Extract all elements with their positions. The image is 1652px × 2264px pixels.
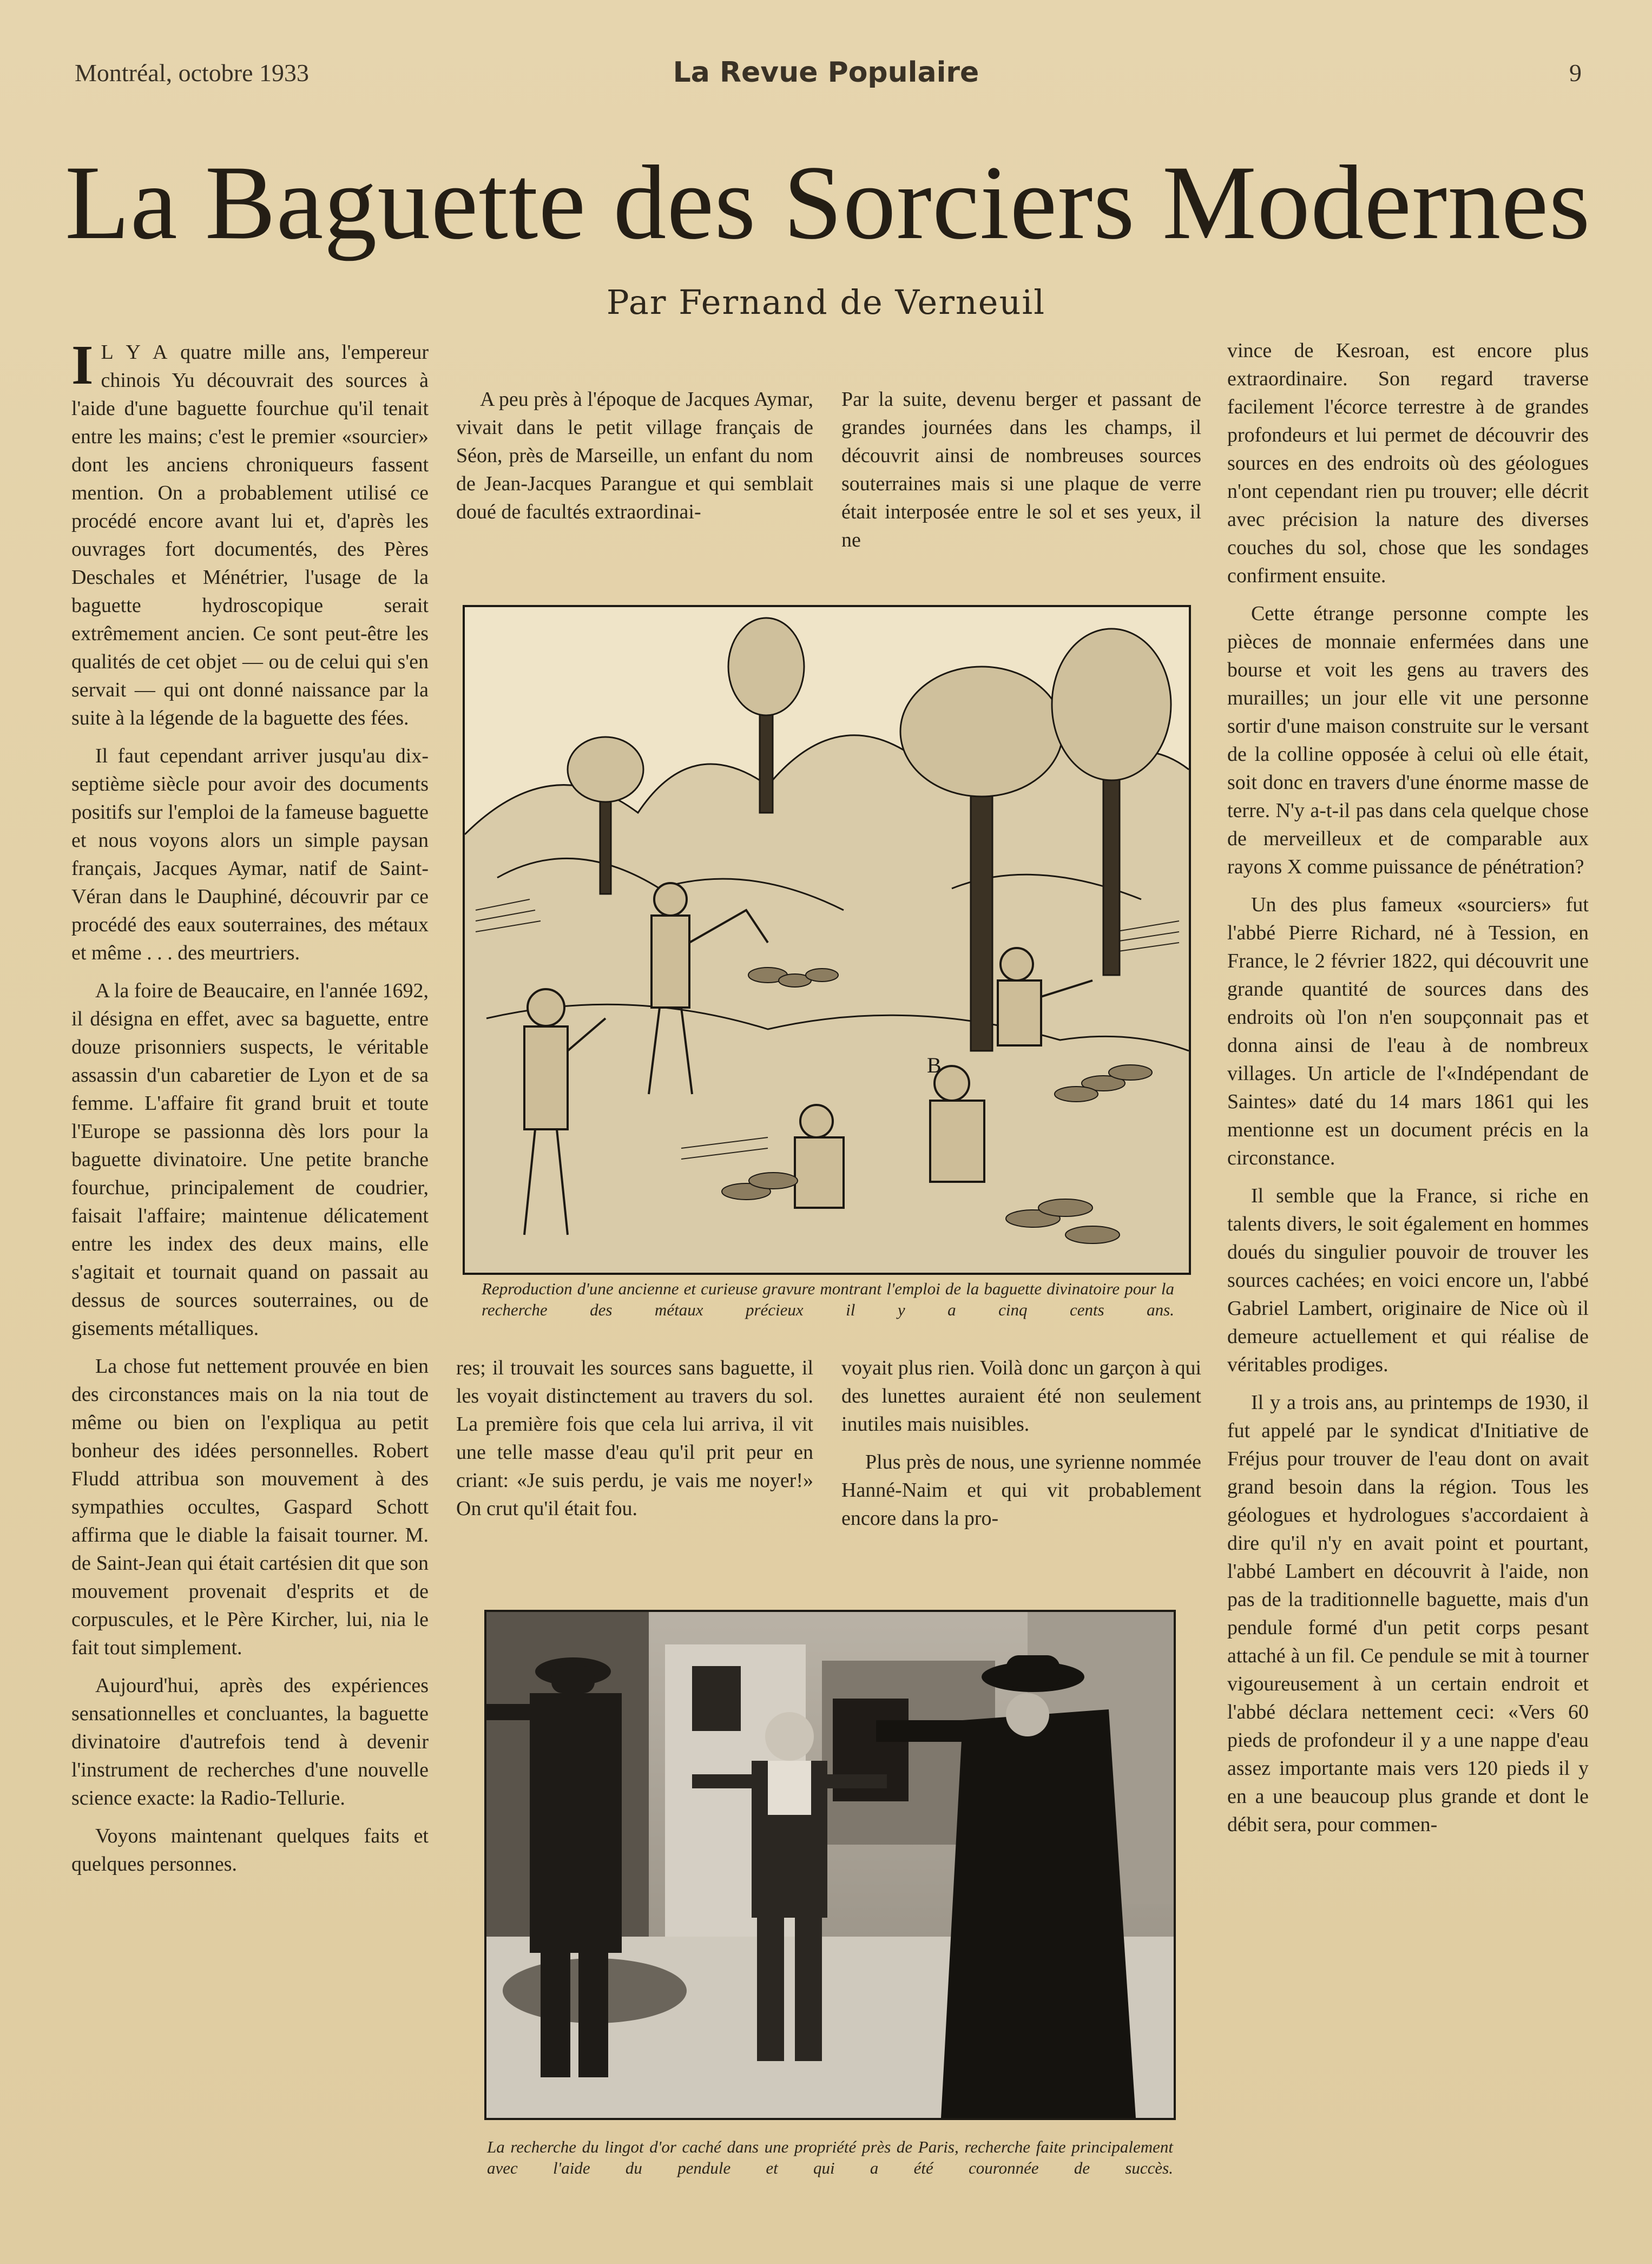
- engraving-image: [463, 605, 1191, 1275]
- column-4: [1227, 337, 1589, 1848]
- paragraph: [71, 334, 429, 732]
- paragraph: voyait plus rien. Voilà donc un garçon à qui des lunettes auraient été non seulement inutiles mais nuisibles.: [841, 1357, 1201, 1436]
- paragraph: Plus près de nous, une syrienne nommée Hanné-Naim et qui vit probablement encore dans la pro-: [841, 1451, 1201, 1530]
- column-1: [71, 334, 429, 1888]
- paragraph: A la foire de Beaucaire, en l'année 1692, il désigna en effet, avec sa baguette, entre douze prisonniers suspects, le véritable assassin d'un cabaretier de Lyon et de sa femme. L'affaire fit grand bruit et toute l'Europe se passionna dès lors pour la baguette divinatoire. Une petite branche fourchue, principalement de coudrier, faisait l'affaire; maintenue délicatement entre les index des deux mains, elle s'agitait et tournait quand on passait au dessus de sources souterraines, ou de gisements métalliques.: [71, 979, 429, 1340]
- article-byline: Par Fernand de Verneuil: [606, 282, 1046, 322]
- column-3-bottom: [841, 1354, 1201, 1542]
- paragraph: Un des plus fameux «sourciers» fut l'abbé Pierre Richard, né à Tession, en France, le 2 février 1822, qui découvrit une grande quantité de sources dans des endroits où l'on n'en soupçonnait pas et donna ainsi de l'eau à de nombreux villages. Un article de l'«Indépendant de Saintes» daté du 14 mars 1861 qui les mentionne est un document précis en la circonstance.: [1227, 893, 1589, 1169]
- column-3-top: [841, 385, 1201, 564]
- paragraph: A peu près à l'époque de Jacques Aymar, vivait dans le petit village français de Séon, près de Marseille, un enfant du nom de Jean-Jacques Parangue et qui semblait doué de facultés extraordinai-: [456, 388, 813, 523]
- paragraph: Il semble que la France, si riche en talents divers, le soit également en hommes doués du singulier pouvoir de trouver les sources cachées; en voici encore un, l'abbé Gabriel Lambert, originaire de Nice où il demeure actuellement et qui réalise de véritables prodiges.: [1227, 1184, 1589, 1376]
- header-publication: La Revue Populaire: [673, 56, 979, 89]
- column-2-bottom: [456, 1354, 813, 1532]
- paragraph: Aujourd'hui, après des expériences sensationnelles et concluantes, la baguette divinatoire d'autrefois tend à devenir l'instrument de recherches d'une nouvelle science exacte: la Radio-Tellurie.: [71, 1674, 429, 1809]
- engraving-letter: B: [927, 1053, 942, 1077]
- paragraph: res; il trouvait les sources sans baguette, il les voyait distinctement au travers du sol. La première fois que cela lui arriva, il vit une telle masse d'eau qu'il prit peur en criant: «Je suis perdu, je vais me noyer!» On crut qu'il était fou.: [456, 1357, 813, 1520]
- article-title: La Baguette des Sorciers Modernes: [65, 144, 1591, 261]
- photograph-caption: La recherche du lingot d'or caché dans une propriété près de Paris, recherche faite principalement avec l'aide du pendule et qui a été couronnée de succès.: [487, 2137, 1173, 2177]
- paragraph: Cette étrange personne compte les pièces de monnaie enfermées dans une bourse et voit les gens au travers des murailles; un jour elle vit une personne sortir d'une maison construite sur le versant de la colline opposée à celui où elle était, soit donc en travers d'une énorme masse de terre. N'y a-t-il pas dans cela quelque chose de merveilleux et de comparable aux rayons X comme puissance de pénétration?: [1227, 602, 1589, 878]
- drop-cap: I: [71, 334, 94, 396]
- engraving-caption: Reproduction d'une ancienne et curieuse gravure montrant l'emploi de la baguette divinatoire pour la recherche des métaux précieux il y a cinq cents ans.: [482, 1279, 1174, 1319]
- pendulum-photograph: [484, 1610, 1176, 2120]
- paragraph: Par la suite, devenu berger et passant de grandes journées dans les champs, il découvrit ainsi de nombreuses sources souterraines mais si une plaque de verre était interposée entre le sol et ses yeux, il ne: [841, 388, 1201, 551]
- paragraph: La chose fut nettement prouvée en bien des circonstances mais on la nia tout de même ou bien on l'expliqua au petit bonheur des idées personnelles. Robert Fludd attribua son mouvement à des sympathies occultes, Gaspard Schott affirma que le diable la faisait tourner. M. de Saint-Jean qui était cartésien dit que son mouvement provenait d'esprits et de corpuscules, et le Père Kircher, lui, nia le fait tout simplement.: [71, 1355, 429, 1659]
- paragraph-text: quatre mille ans, l'empereur chinois Yu découvrait des sources à l'aide d'une baguette fourchue qu'il tenait entre les mains; c'est le premier «sourcier» dont les anciens chroniqueurs fassent mention. On a probablement utilisé ce procédé encore avant lui et, d'après les ouvrages fort documentés, des Pères Deschales et Ménétrier, l'usage de la baguette hydroscopique serait extrêmement ancien. Ce sont peut-être les qualités de cet objet — ou de celui qui s'en servait — qui ont donné naissance par la suite à la légende de la baguette des fées.: [71, 341, 429, 729]
- paragraph: Voyons maintenant quelques faits et quelques personnes.: [71, 1825, 429, 1875]
- paragraph: Il y a trois ans, au printemps de 1930, il fut appelé par le syndicat d'Initiative de Fréjus pour trouver de l'eau dont on avait grand besoin dans la région. Tous les géologues et hydrologues s'accordaient à dire qu'il n'y en avait point et pourtant, l'abbé Lambert en découvrit à l'aide, non pas de la traditionnelle baguette, mais d'un pendule formé d'un petit corps pesant attaché à un fil. Ce pendule se mit à tourner vigoureusement à un certain endroit et l'abbé déclara nettement ceci: «Vers 60 pieds de profondeur il y a une nappe d'eau assez importante mais vers 120 pieds il y en a une beaucoup plus grande et dont le débit sera, pour commen-: [1227, 1391, 1589, 1836]
- photo-illustration: [486, 1612, 1174, 2118]
- paragraph: vince de Kesroan, est encore plus extraordinaire. Son regard traverse facilement l'écorce terrestre à de grandes profondeurs et lui permet de découvrir des sources en des endroits où des géologues n'ont cependant rien pu trouver; elle décrit avec précision la nature des diverses couches du sol, chose que les sondages confirment ensuite.: [1227, 339, 1589, 587]
- header-page-number: 9: [1569, 59, 1582, 87]
- column-2-top: [456, 385, 813, 536]
- engraving-illustration: [465, 607, 1189, 1273]
- paragraph: Il faut cependant arriver jusqu'au dix-septième siècle pour avoir des documents positifs sur l'emploi de la fameuse baguette et nous voyons alors un simple paysan français, Jacques Aymar, natif de Saint-Véran dans le Dauphiné, découvrir par ce procédé des eaux souterraines, des métaux et même . . . des meurtriers.: [71, 745, 429, 964]
- lead-in: L Y A: [101, 341, 169, 364]
- header-date: Montréal, octobre 1933: [75, 59, 310, 87]
